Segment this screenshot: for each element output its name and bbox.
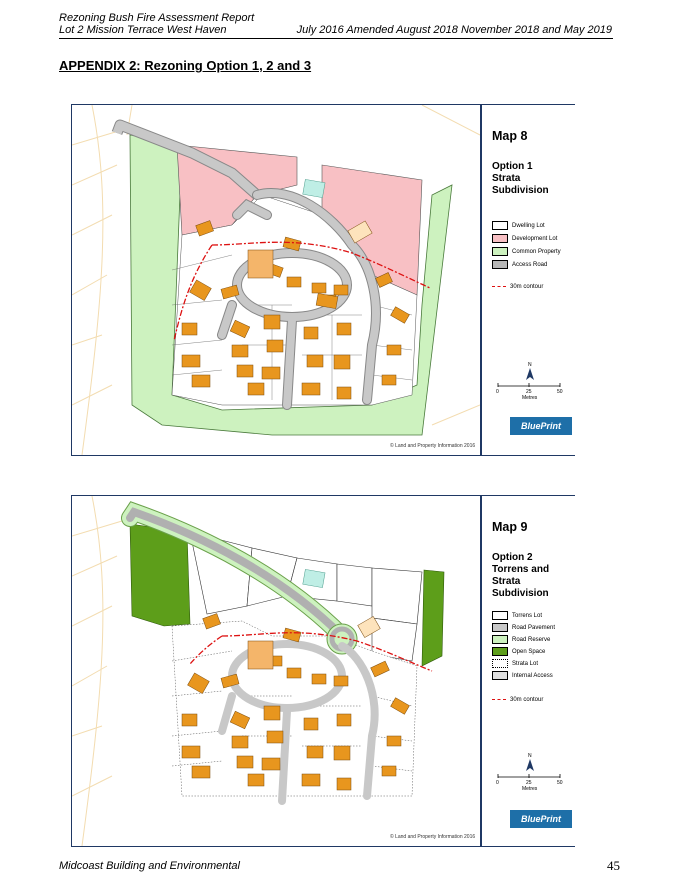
blueprint-logo: BluePrint: [510, 810, 572, 828]
map-9-copyright: © Land and Property Information 2016: [390, 834, 476, 840]
blueprint-logo: BluePrint: [510, 417, 572, 435]
north-label: N: [528, 753, 532, 759]
header-rule: [59, 38, 613, 39]
page-number: 45: [607, 858, 620, 873]
map-8-option-line: Subdivision: [492, 185, 549, 196]
map-9-option-line: Strata: [492, 576, 521, 587]
legend-item: Development Lot: [492, 234, 557, 244]
legend-item: Road Pavement: [492, 623, 555, 633]
svg-text:0: 0: [496, 389, 499, 395]
legend-contour: 30m contour: [492, 695, 543, 705]
map-9-legend: [480, 496, 576, 846]
map-8-option: [492, 161, 572, 197]
header-date: July 2016 Amended August 2018 November 2018 and May 2019: [296, 24, 612, 36]
north-arrow-icon: [526, 759, 534, 771]
map-8-frame: [71, 104, 575, 456]
svg-text:25: 25: [526, 780, 532, 786]
map-8-option-line: Option 1: [492, 161, 533, 172]
legend-item: Internal Access: [492, 671, 553, 681]
map-8-legend: [480, 105, 576, 455]
north-label: N: [528, 362, 532, 368]
map-8-title: Map 8: [492, 129, 528, 143]
north-arrow-icon: [526, 368, 534, 380]
scale-bar: [492, 360, 568, 400]
map-8-copyright: © Land and Property Information 2016: [390, 443, 476, 449]
header-subtitle: Lot 2 Mission Terrace West Haven: [59, 24, 227, 36]
header-title: Rezoning Bush Fire Assessment Report: [59, 12, 255, 24]
map-9-option-line: Subdivision: [492, 588, 549, 599]
scale-bar: [492, 751, 568, 791]
svg-text:0: 0: [496, 780, 499, 786]
svg-text:50: 50: [557, 389, 563, 395]
legend-item: Open Space: [492, 647, 545, 657]
map-9-plan: [72, 496, 480, 846]
legend-item: Dwelling Lot: [492, 221, 545, 231]
map-9-option-line: Option 2: [492, 552, 533, 563]
map-8-option-line: Strata: [492, 173, 521, 184]
map-9-option-line: Torrens and: [492, 564, 550, 575]
legend-item: Access Road: [492, 260, 547, 270]
svg-text:25: 25: [526, 389, 532, 395]
appendix-title: APPENDIX 2: Rezoning Option 1, 2 and 3: [59, 58, 312, 73]
legend-item: Common Property: [492, 247, 561, 257]
footer-org: Midcoast Building and Environmental: [59, 860, 240, 872]
legend-item: Strata Lot: [492, 659, 538, 669]
map-9-frame: [71, 495, 575, 847]
legend-item: Torrens Lot: [492, 611, 542, 621]
map-9-title: Map 9: [492, 520, 528, 534]
legend-contour: 30m contour: [492, 282, 543, 292]
svg-text:50: 50: [557, 780, 563, 786]
legend-item: Road Reserve: [492, 635, 550, 645]
map-8-plan: [72, 105, 480, 455]
svg-text:Metres: Metres: [522, 786, 538, 791]
map-9-option: [492, 552, 572, 600]
svg-text:Metres: Metres: [522, 395, 538, 400]
